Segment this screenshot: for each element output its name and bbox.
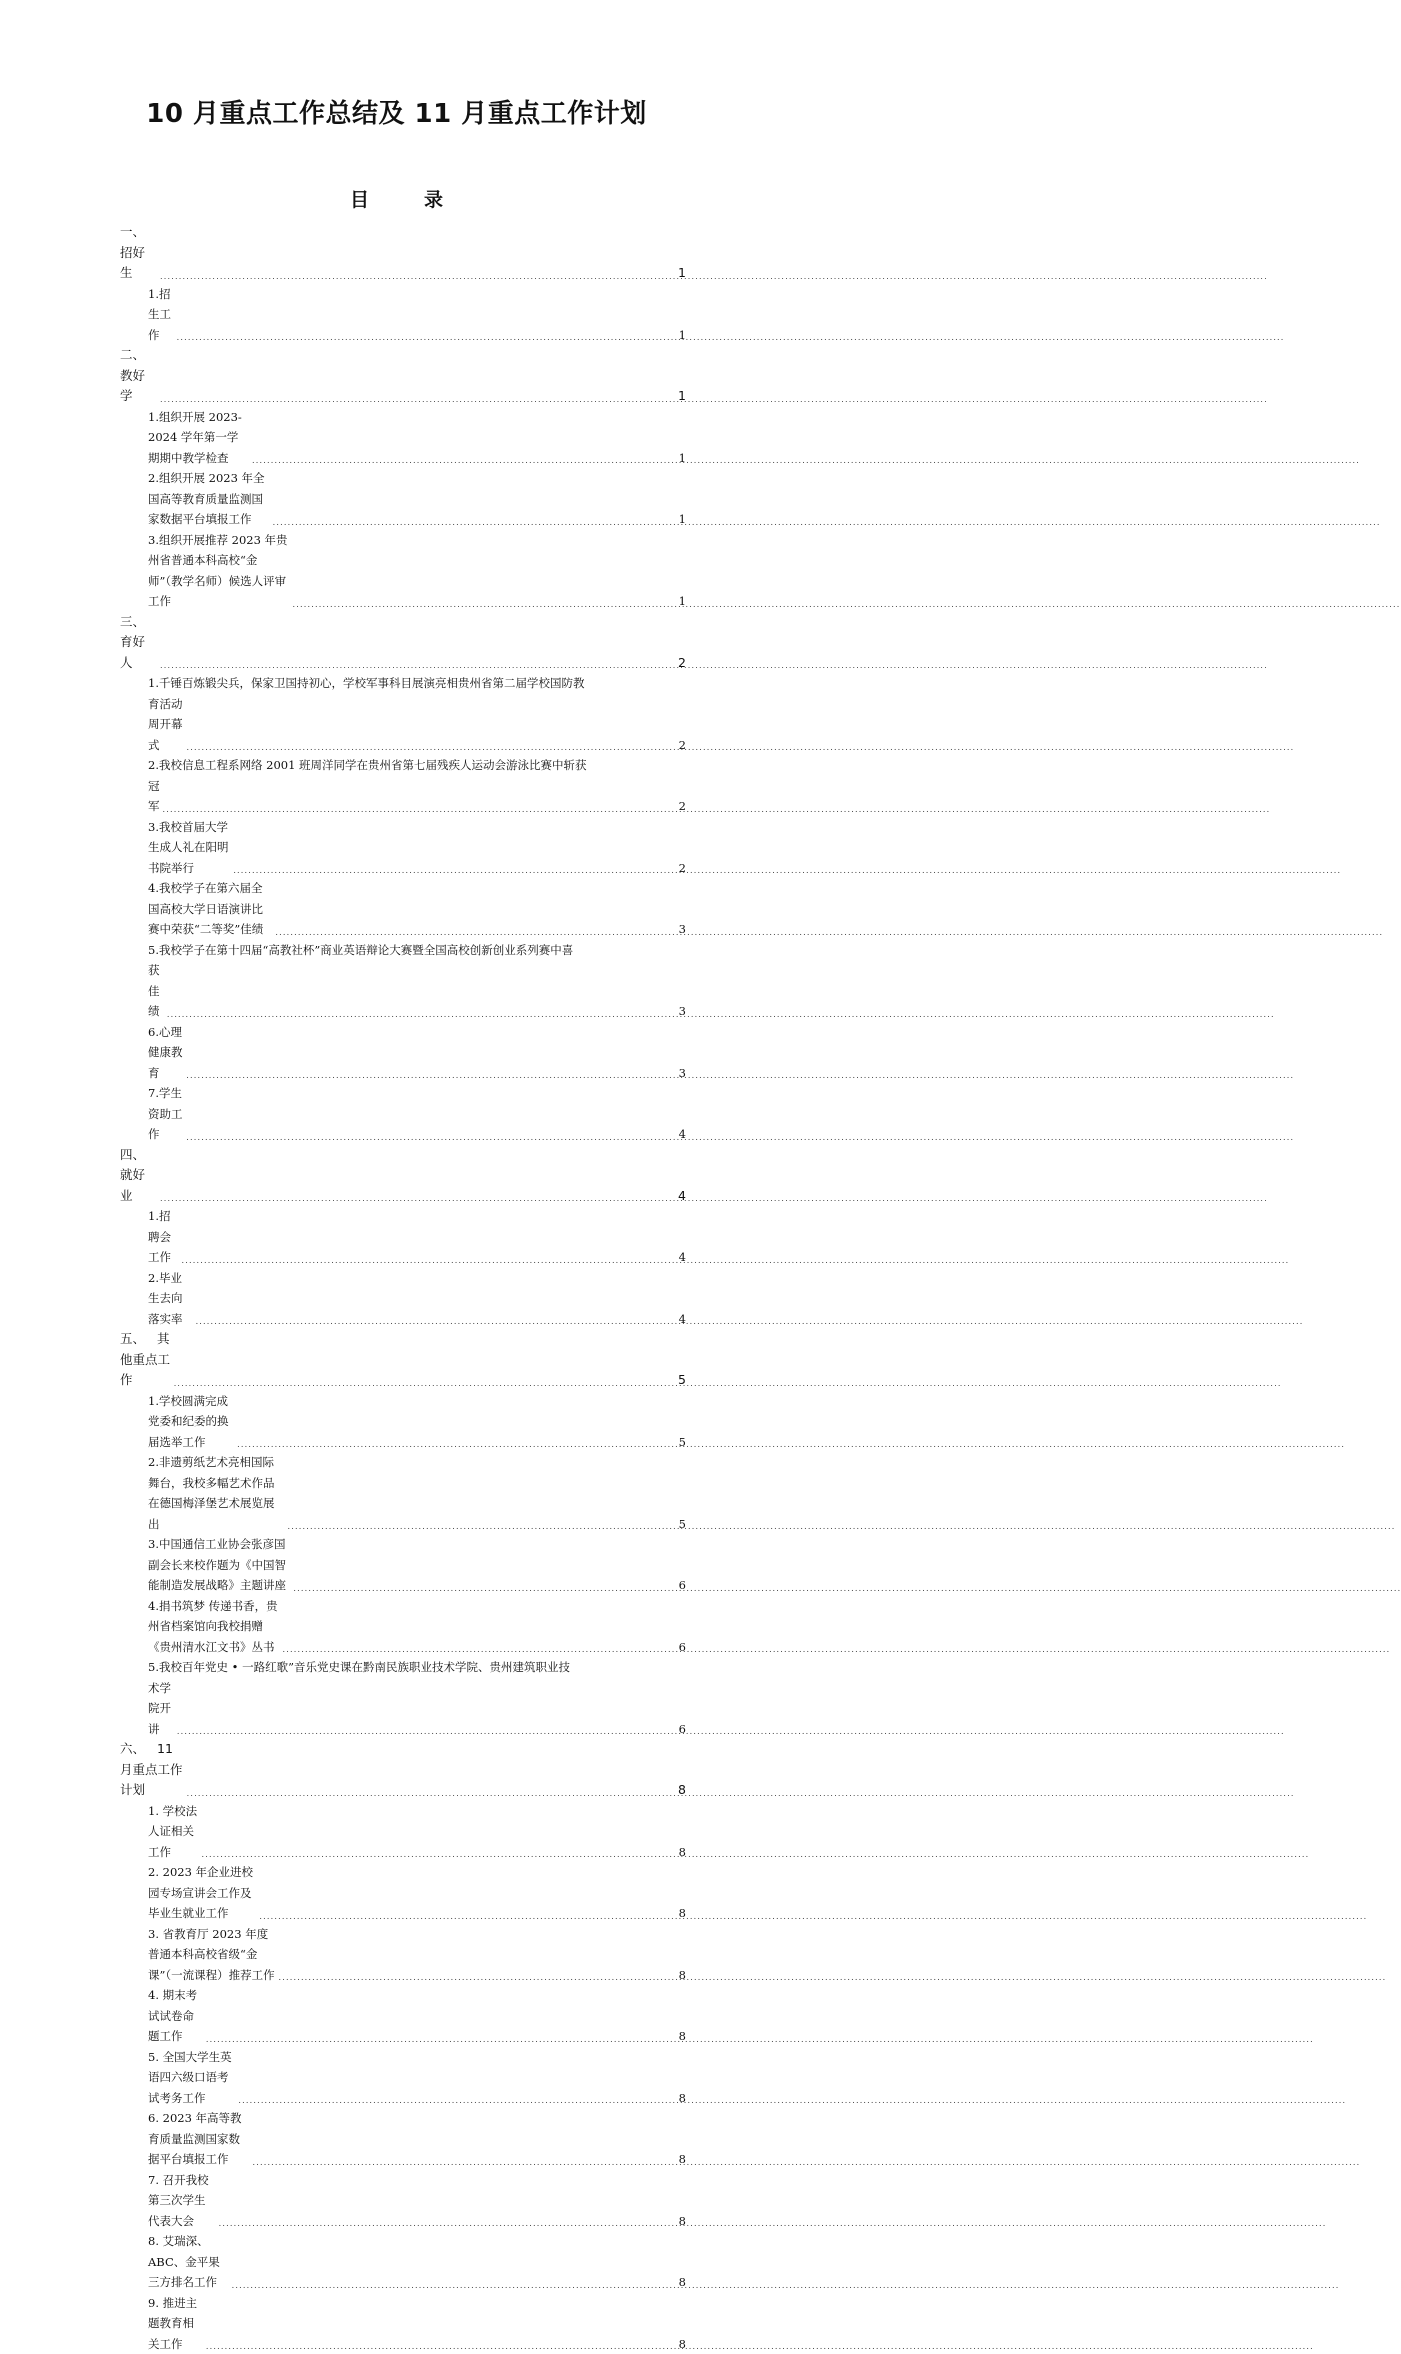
dot-leader: [174, 1377, 675, 1391]
toc-item-text-line1: 5.我校学子在第十四届“高教社杯”商业英语辩论大赛暨全国高校创新创业系列赛中喜: [148, 940, 573, 961]
page-number: 8: [678, 1965, 686, 1986]
dot-leader: [237, 1438, 675, 1452]
page-number: 5: [678, 1432, 686, 1453]
section-number: 三、: [120, 612, 157, 633]
section-number: 五、: [120, 1329, 157, 1350]
toc-item-text: 7. 召开我校第三次学生代表大会: [148, 2170, 216, 2232]
section-title-text: 教好学: [120, 368, 145, 404]
toc-item-continuation[interactable]: [120, 776, 686, 817]
dot-leader: [160, 659, 675, 673]
dot-leader: [232, 2279, 675, 2293]
page-number: 3: [678, 1001, 686, 1022]
toc-item-text-line2: 获佳绩: [148, 960, 164, 1022]
page-number: 2: [678, 858, 686, 879]
dot-leader: [293, 1582, 675, 1596]
page-number: 2: [678, 653, 686, 674]
page-number: 8: [678, 2088, 686, 2109]
toc-item[interactable]: [120, 1596, 686, 1658]
dot-leader: [160, 393, 675, 407]
toc-item[interactable]: [120, 1452, 686, 1534]
page-number: 2: [678, 796, 686, 817]
section-title-text: 其他重点工作: [120, 1331, 170, 1387]
toc-item-text: 6. 2023 年高等教育质量监测国家数据平台填报工作: [148, 2108, 249, 2170]
toc-section-6[interactable]: [120, 1739, 686, 1801]
toc-item[interactable]: [120, 817, 686, 879]
toc-item-text: 3. 省教育厅 2023 年度普通本科高校省级“金课”（一流课程）推荐工作: [148, 1924, 275, 1986]
toc-section-2[interactable]: [120, 345, 686, 407]
dot-leader: [233, 864, 675, 878]
section-title-text: 招好生: [120, 245, 145, 281]
section-number: 一、: [120, 222, 157, 243]
page-number: 5: [678, 1370, 686, 1391]
section-title-text: 11 月重点工作计划: [120, 1741, 183, 1797]
toc-item-text: 1.招生工作: [148, 284, 174, 346]
page-number: 6: [678, 1637, 686, 1658]
toc-section-5[interactable]: [120, 1329, 686, 1391]
toc-section-title: [120, 1145, 157, 1207]
toc-item-text: 8. 艾瑞深、ABC、金平果三方排名工作: [148, 2231, 229, 2293]
toc-item-text: 2.毕业生去向落实率: [148, 1268, 193, 1330]
toc-section-title: [120, 1739, 184, 1801]
toc-item[interactable]: [120, 673, 686, 694]
toc-item-continuation[interactable]: [120, 960, 686, 1022]
toc-item-text: 1.招聘会工作: [148, 1206, 179, 1268]
toc-item[interactable]: [120, 1534, 686, 1596]
page-number: 8: [678, 2272, 686, 2293]
toc-section-title: [120, 1329, 171, 1391]
toc-item-text: 4.捐书筑梦 传递书香，贵州省档案馆向我校捐赠《贵州清水江文书》丛书: [148, 1596, 279, 1658]
toc-item[interactable]: [120, 1206, 686, 1268]
page-number: 4: [678, 1247, 686, 1268]
dot-leader: [206, 2033, 675, 2047]
page-number: 8: [678, 1903, 686, 1924]
toc-item[interactable]: [120, 2170, 686, 2232]
toc-item-text-line1: 2.我校信息工程系网络 2001 班周洋同学在贵州省第七届残疾人运动会游泳比赛中斩获: [148, 755, 587, 776]
dot-leader: [177, 1725, 675, 1739]
toc-item-text: 3.我校首届大学生成人礼在阳明书院举行: [148, 817, 230, 879]
dot-leader: [278, 1971, 675, 1985]
page-number: 1: [678, 386, 686, 407]
toc-item[interactable]: [120, 755, 686, 776]
toc-item[interactable]: [120, 2231, 686, 2293]
section-number: 二、: [120, 345, 157, 366]
page-number: 4: [678, 1309, 686, 1330]
page-number: 8: [678, 2334, 686, 2354]
dot-leader: [288, 1520, 675, 1534]
dot-leader: [273, 516, 675, 530]
section-number: 四、: [120, 1145, 157, 1166]
toc-item-text: 5. 全国大学生英语四六级口语考试考务工作: [148, 2047, 235, 2109]
page-number: 8: [678, 2149, 686, 2170]
page-number: 8: [678, 1842, 686, 1863]
toc-item-text-line2: 术学院开讲: [148, 1678, 174, 1740]
toc-item-continuation[interactable]: [120, 1678, 686, 1740]
dot-leader: [177, 331, 675, 345]
dot-leader: [187, 1787, 675, 1801]
dot-leader: [160, 270, 675, 284]
toc-section-title: [120, 222, 157, 284]
toc-item[interactable]: [120, 878, 686, 940]
dot-leader: [187, 741, 676, 755]
toc-item[interactable]: [120, 940, 686, 961]
page-number: 3: [678, 1063, 686, 1084]
page-number: 8: [678, 2211, 686, 2232]
dot-leader: [252, 454, 675, 468]
toc-item[interactable]: [120, 1985, 686, 2047]
document-title: 10 月重点工作总结及 11 月重点工作计划: [0, 94, 793, 134]
toc-item-text: 2. 2023 年企业进校园专场宣讲会工作及毕业生就业工作: [148, 1862, 256, 1924]
page-number: 4: [678, 1124, 686, 1145]
toc-item-text-line1: 1.千锤百炼锻尖兵，保家卫国持初心，学校军事科目展演亮相贵州省第二届学校国防教: [148, 673, 584, 694]
page-number: 1: [678, 591, 686, 612]
toc-item[interactable]: [120, 2293, 686, 2354]
dot-leader: [219, 2217, 675, 2231]
toc-item[interactable]: [120, 2108, 686, 2170]
toc-section-3[interactable]: [120, 612, 686, 674]
toc-item[interactable]: [120, 1022, 686, 1084]
dot-leader: [275, 926, 675, 940]
dot-leader: [186, 1069, 675, 1083]
toc-item-continuation[interactable]: [120, 694, 686, 756]
page-number: 1: [678, 448, 686, 469]
toc-item-text: 7.学生资助工作: [148, 1083, 183, 1145]
toc-item-text: 2.非遗剪纸艺术亮相国际舞台，我校多幅艺术作品在德国梅泽堡艺术展览展出: [148, 1452, 285, 1534]
dot-leader: [182, 1254, 676, 1268]
dot-leader: [238, 2094, 675, 2108]
toc-section-4[interactable]: [120, 1145, 686, 1207]
toc-item-text: 1. 学校法人证相关工作: [148, 1801, 198, 1863]
toc-section-title: [120, 612, 157, 674]
toc-item-text-line2: 冠军: [148, 776, 160, 817]
page-number: 8: [678, 2026, 686, 2047]
toc-section-1[interactable]: [120, 222, 686, 284]
dot-leader: [282, 1643, 675, 1657]
dot-leader: [206, 2340, 675, 2354]
table-of-contents: [120, 222, 686, 2354]
page-number: 8: [678, 1780, 686, 1801]
page-number: 5: [678, 1514, 686, 1535]
toc-item-text-line1: 5.我校百年党史 • 一路红歌”音乐党史课在黔南民族职业技术学院、贵州建筑职业技: [148, 1657, 570, 1678]
toc-item[interactable]: [120, 1924, 686, 1986]
dot-leader: [160, 1192, 675, 1206]
dot-leader: [186, 1131, 675, 1145]
toc-item-text: 4. 期末考试试卷命题工作: [148, 1985, 203, 2047]
section-number: 六、: [120, 1739, 157, 1760]
toc-item-text-line2: 育活动周开幕式: [148, 694, 184, 756]
toc-section-title: [120, 345, 157, 407]
dot-leader: [163, 803, 676, 817]
page-number: 2: [678, 735, 686, 756]
dot-leader: [201, 1848, 675, 1862]
toc-item-text: 3.组织开展推荐 2023 年贵州省普通本科高校“金师”（教学名师）候选人评审工作: [148, 530, 290, 612]
toc-item[interactable]: [120, 1268, 686, 1330]
dot-leader: [293, 598, 675, 612]
page-number: 3: [678, 919, 686, 940]
toc-item-text: 3.中国通信工业协会张彦国副会长来校作题为《中国智能制造发展战略》主题讲座: [148, 1534, 290, 1596]
toc-item[interactable]: [120, 1801, 686, 1863]
dot-leader: [167, 1008, 675, 1022]
page-number: 1: [678, 509, 686, 530]
dot-leader: [259, 1910, 675, 1924]
toc-item[interactable]: [120, 2047, 686, 2109]
toc-item[interactable]: [120, 284, 686, 346]
toc-item-text: 1.组织开展 2023-2024 学年第一学期期中教学检查: [148, 407, 249, 469]
page-number: 1: [678, 325, 686, 346]
page-number: 6: [678, 1719, 686, 1740]
section-title-text: 就好业: [120, 1167, 145, 1203]
toc-item-text: 9. 推进主题教育相关工作: [148, 2293, 203, 2354]
toc-heading: 目 录: [0, 186, 793, 214]
toc-item[interactable]: [120, 1083, 686, 1145]
toc-item[interactable]: [120, 530, 686, 612]
toc-item[interactable]: [120, 407, 686, 469]
toc-item-text: 1.学校圆满完成党委和纪委的换届选举工作: [148, 1391, 234, 1453]
page-number: 4: [678, 1186, 686, 1207]
page-number: 1: [678, 263, 686, 284]
toc-item-text: 4.我校学子在第六届全国高校大学日语演讲比赛中荣获“二等奖”佳绩: [148, 878, 272, 940]
dot-leader: [196, 1315, 675, 1329]
toc-item-text: 2.组织开展 2023 年全国高等教育质量监测国家数据平台填报工作: [148, 468, 270, 530]
toc-item[interactable]: [120, 1657, 686, 1678]
toc-item-text: 6.心理健康教育: [148, 1022, 183, 1084]
toc-item[interactable]: [120, 468, 686, 530]
page-number: 6: [678, 1575, 686, 1596]
toc-item[interactable]: [120, 1391, 686, 1453]
dot-leader: [252, 2156, 675, 2170]
toc-item[interactable]: [120, 1862, 686, 1924]
section-title-text: 育好人: [120, 634, 145, 670]
